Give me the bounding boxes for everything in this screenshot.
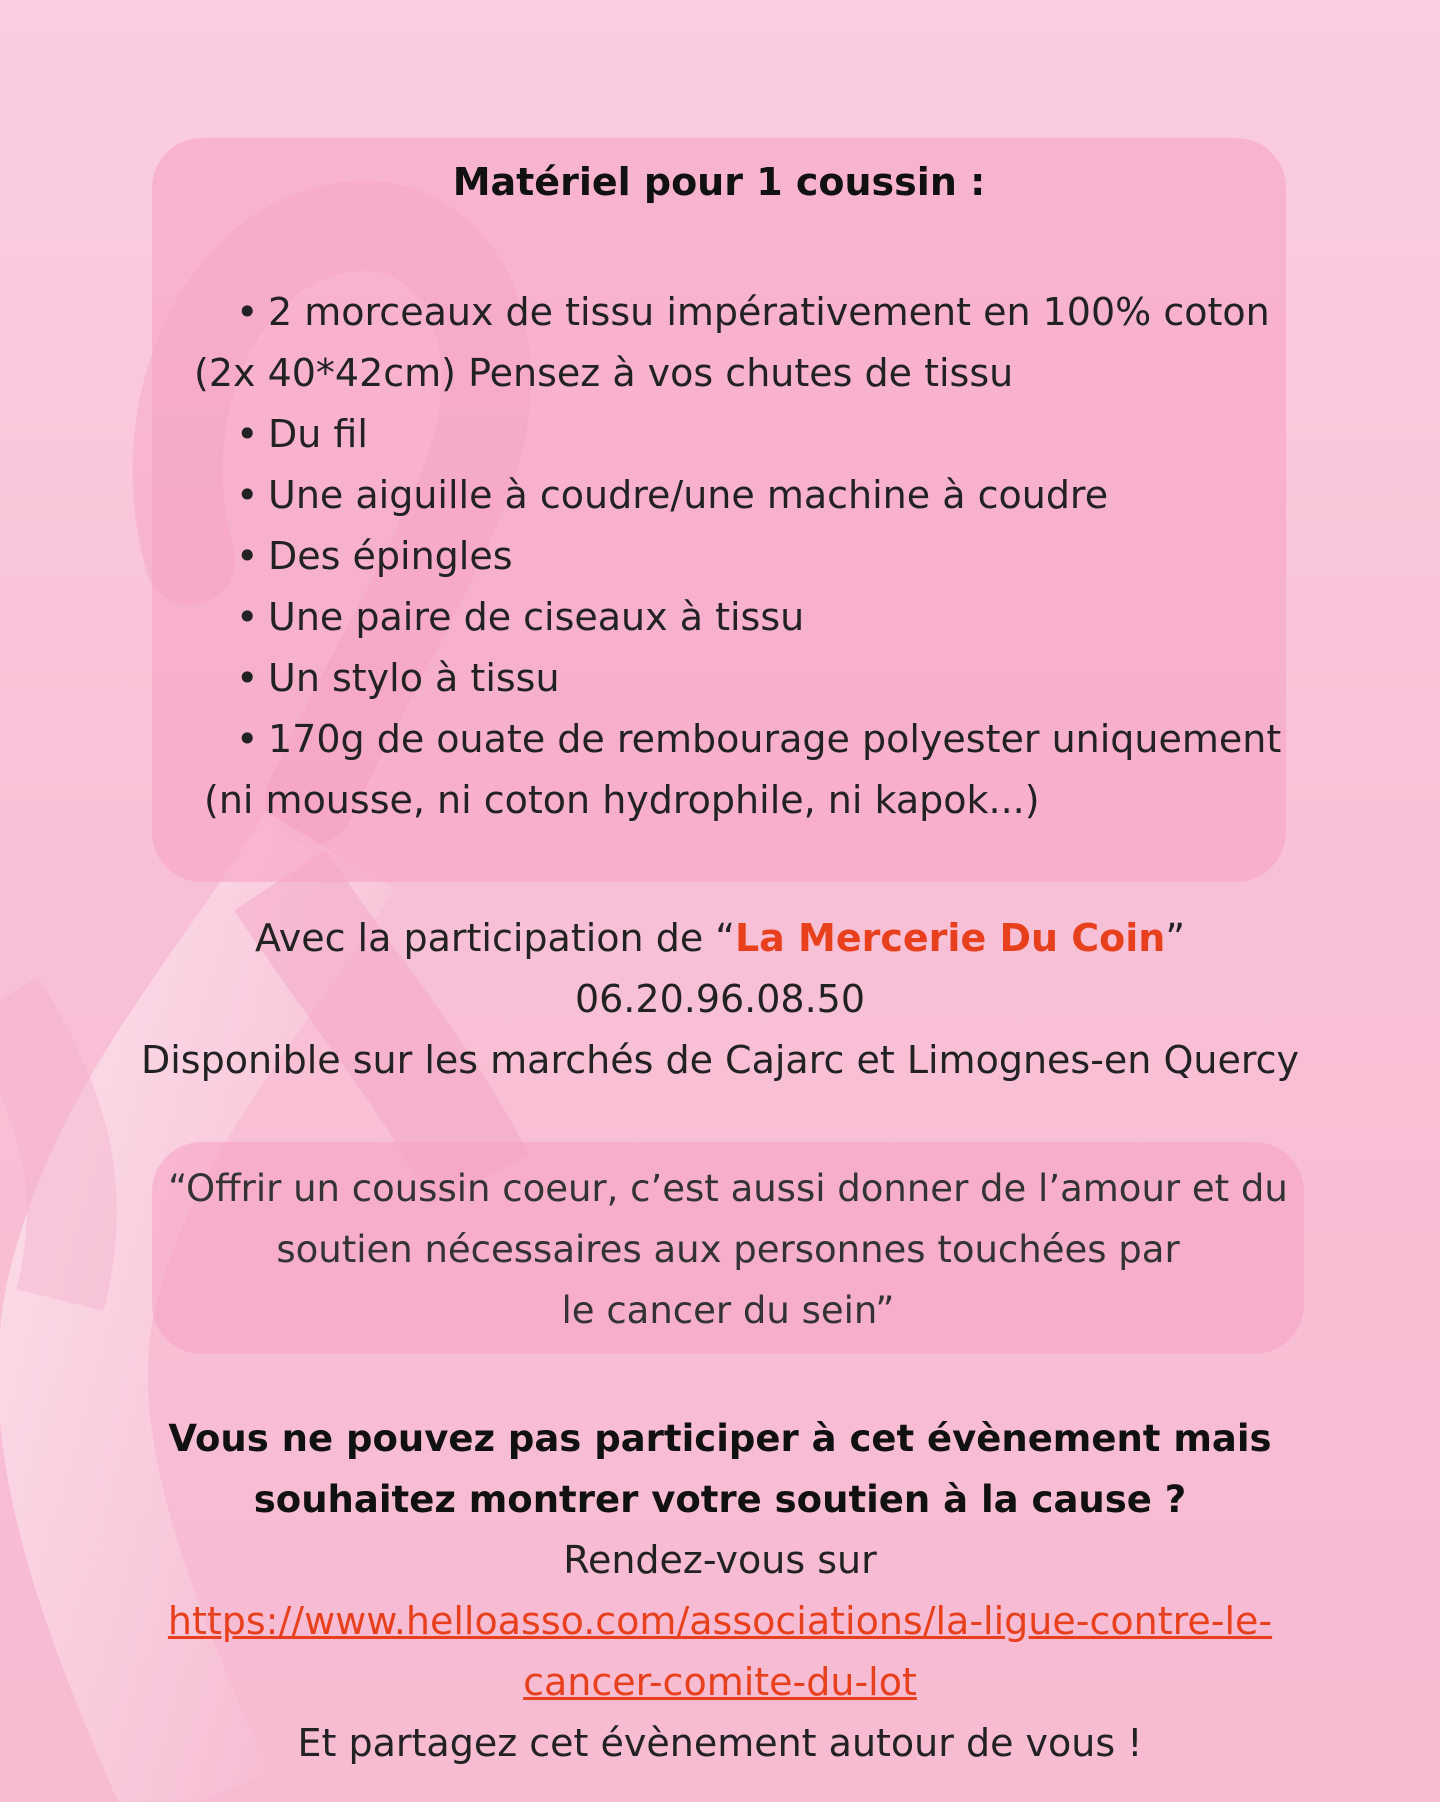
list-item-text: Des épingles <box>268 534 513 578</box>
materials-list <box>0 282 1440 831</box>
list-item <box>0 587 1440 648</box>
participation-section <box>0 908 1440 1091</box>
link-line[interactable]: cancer-comite-du-lot <box>523 1660 917 1704</box>
quote-text <box>152 1158 1304 1341</box>
link-line[interactable]: https://www.helloasso.com/associations/la-ligue-contre-le- <box>167 1599 1273 1643</box>
participation-suffix: ” <box>1165 916 1186 960</box>
list-item-text: Une aiguille à coudre/une machine à coudre <box>268 473 1109 517</box>
participation-line <box>0 908 1440 969</box>
list-item <box>0 465 1440 526</box>
list-item-text: 170g de ouate de rembourage polyester uniquement <box>268 717 1282 761</box>
list-item <box>0 404 1440 465</box>
helloasso-link[interactable] <box>0 1591 1440 1713</box>
quote-line: soutien nécessaires aux personnes touchées par <box>276 1228 1180 1271</box>
participation-prefix: Avec la participation de “ <box>254 916 735 960</box>
materials-title: Matériel pour 1 coussin : <box>452 160 986 204</box>
support-closing: Et partagez cet évènement autour de vous ! <box>297 1721 1143 1765</box>
phone-number: 06.20.96.08.50 <box>574 977 866 1021</box>
support-headline-continued: souhaitez montrer votre soutien à la cause ? <box>253 1478 1187 1521</box>
shop-name: La Mercerie Du Coin <box>734 916 1166 960</box>
bullet-icon: • <box>236 290 259 334</box>
list-item-text: Un stylo à tissu <box>268 656 560 700</box>
list-item-text-continued: (2x 40*42cm) Pensez à vos chutes de tissu <box>194 351 1014 395</box>
list-item-text-continued: (ni mousse, ni coton hydrophile, ni kapok...) <box>204 778 1040 822</box>
bullet-icon: • <box>236 534 259 578</box>
quote-line: “Offrir un coussin coeur, c’est aussi donner de l’amour et du <box>168 1167 1288 1210</box>
list-item <box>0 648 1440 709</box>
bullet-icon: • <box>236 473 259 517</box>
availability-text: Disponible sur les marchés de Cajarc et Limognes-en Quercy <box>140 1038 1300 1082</box>
support-intro: Rendez-vous sur <box>563 1538 877 1582</box>
bullet-icon: • <box>236 656 259 700</box>
support-section <box>0 1408 1440 1774</box>
list-item-text: Du fil <box>268 412 368 456</box>
list-item-text: Une paire de ciseaux à tissu <box>268 595 805 639</box>
bullet-icon: • <box>236 717 259 761</box>
quote-line: le cancer du sein” <box>561 1289 895 1332</box>
list-item <box>0 282 1440 404</box>
bullet-icon: • <box>236 412 259 456</box>
bullet-icon: • <box>236 595 259 639</box>
list-item-text: 2 morceaux de tissu impérativement en 100% coton <box>268 290 1270 334</box>
list-item <box>0 526 1440 587</box>
support-headline: Vous ne pouvez pas participer à cet évènement mais <box>168 1417 1272 1460</box>
list-item <box>0 709 1440 831</box>
